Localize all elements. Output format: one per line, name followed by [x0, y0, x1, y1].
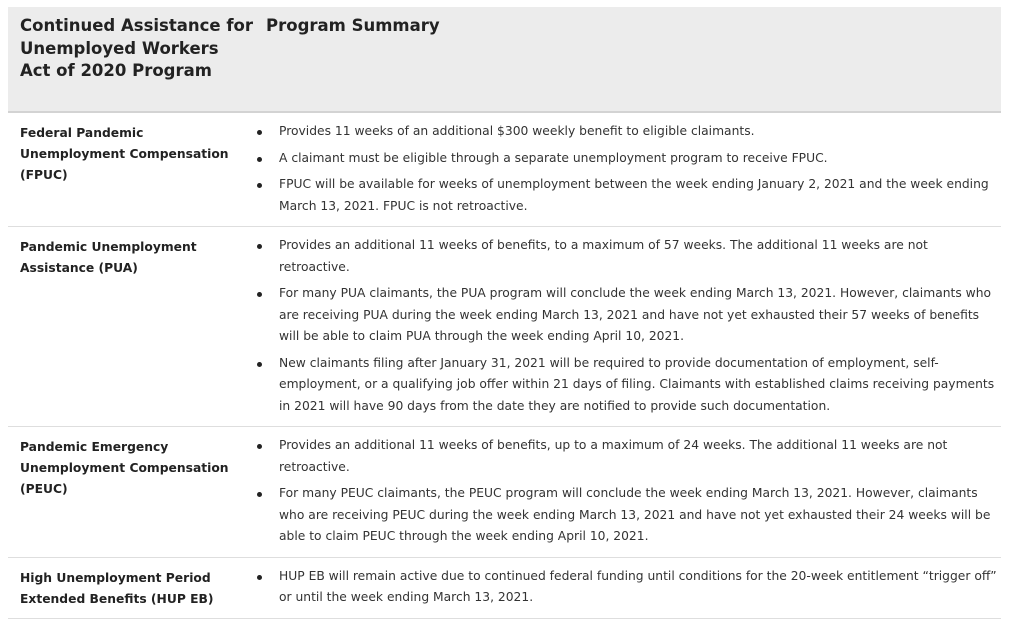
list-item [255, 235, 1000, 278]
table-row [8, 227, 1001, 427]
program-summary [254, 112, 1001, 227]
bullet-text: For many PUA claimants, the PUA program will conclude the week ending March 13, 2021. However, claimants who are receiving PUA during the week ending March 13, 2021 and have not yet exhausted their 57 weeks of benefits will be able to claim PUA through the week ending April 10, 2021. [279, 286, 992, 343]
list-item [255, 174, 1000, 217]
program-name: Federal Pandemic Unemployment Compensation (FPUC) [8, 112, 254, 227]
bullet-icon [257, 244, 262, 249]
summary-list [255, 428, 1000, 556]
table-header-row [8, 7, 1001, 112]
table-row [8, 112, 1001, 227]
bullet-icon [257, 183, 262, 188]
bullet-icon [257, 492, 262, 497]
bullet-icon [257, 157, 262, 162]
program-name: High Unemployment Period Extended Benefits (HUP EB) [8, 557, 254, 618]
bullet-icon [257, 130, 262, 135]
table-row [8, 557, 1001, 618]
list-item [255, 148, 1000, 170]
bullet-text: Provides an additional 11 weeks of benefits, up to a maximum of 24 weeks. The additional 11 weeks are not retroactive. [279, 438, 948, 474]
summary-list [255, 228, 1000, 425]
list-item [255, 566, 1000, 609]
header-program: Continued Assistance for Unemployed Workers Act of 2020 Program [20, 16, 253, 80]
bullet-text: Provides 11 weeks of an additional $300 weekly benefit to eligible claimants. [279, 124, 755, 138]
bullet-text: HUP EB will remain active due to continued federal funding until conditions for the 20-week entitlement “trigger off” or until the week ending March 13, 2021. [279, 568, 997, 604]
list-item [255, 483, 1000, 548]
bullet-text: Provides an additional 11 weeks of benefits, to a maximum of 57 weeks. The additional 11 weeks are not retroactive. [279, 238, 928, 274]
program-name: Pandemic Unemployment Assistance (PUA) [8, 227, 254, 427]
bullet-icon [257, 292, 262, 297]
bullet-icon [257, 444, 262, 449]
program-table [8, 7, 1001, 619]
header-summary: Program Summary [266, 16, 440, 35]
summary-list [255, 114, 1000, 225]
bullet-text: For many PEUC claimants, the PEUC program will conclude the week ending March 13, 2021. However, claimants who are receiving PEUC during the week ending March 13, 2021 and have not yet exhausted their 24 weeks will be able to claim PEUC through the week ending April 10, 2021. [279, 486, 991, 543]
list-item [255, 435, 1000, 478]
bullet-text: FPUC will be available for weeks of unemployment between the week ending January 2, 2021 and the week ending March 13, 2021. FPUC is not retroactive. [279, 177, 989, 213]
list-item [255, 283, 1000, 348]
program-summary [254, 427, 1001, 558]
table-row [8, 427, 1001, 558]
program-summary [254, 227, 1001, 427]
bullet-text: A claimant must be eligible through a separate unemployment program to receive FPUC. [279, 150, 828, 165]
bullet-icon [257, 575, 262, 580]
list-item [255, 353, 1000, 418]
bullet-text: New claimants filing after January 31, 2021 will be required to provide documentation of employment, self-employment, or a qualifying job offer within 21 days of filing. Claimants with established claims receiving payments in 2021 will have 90 days from the date they are notified to provide such documentation. [279, 355, 995, 413]
bullet-icon [257, 362, 262, 367]
program-summary [254, 557, 1001, 618]
program-name: Pandemic Emergency Unemployment Compensation (PEUC) [8, 427, 254, 558]
summary-list [255, 559, 1000, 617]
list-item [255, 121, 1000, 143]
